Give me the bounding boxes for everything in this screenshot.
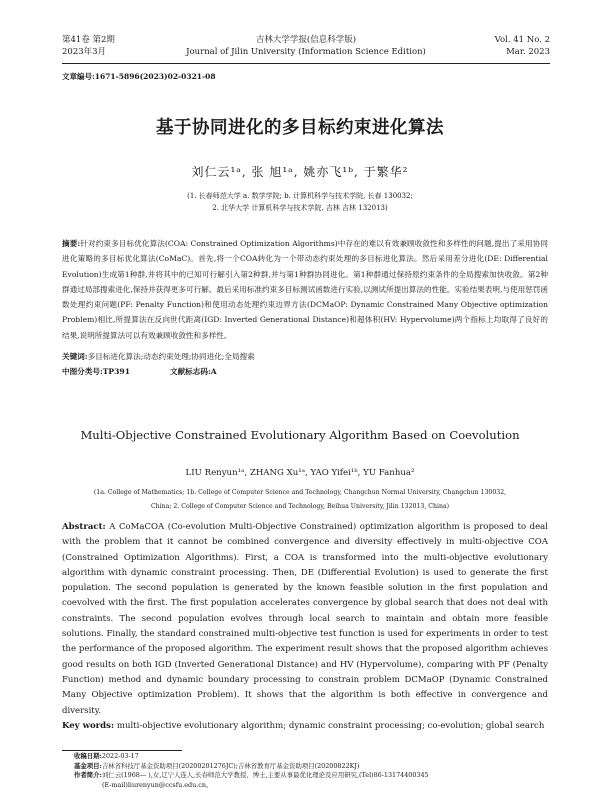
abstract-zh-text: 针对约束多目标优化算法(COA: Constrained Optimization Algorithms)中存在的难以有效兼顾收敛性和多样性的问题,提出了采用协同进化策略的多目标优化算法(CoMaC)。首先,将一个COA转化为一个带动态约束处理的多目标进化算法。然后采用差分进化(DE: Differential Evolution)生成第1种群,并将其中的已知可行解引入第2种群,并与第1种群协同进化。第1种群通过保持原约束条件的全局搜索加快收敛。第2种群通过局部搜索进化,保持并获得更多可行解。最后采用标准约束多目标测试函数进行实验,以测试所提出算法的性能。实验结果表明,与使用惩罚函数处理约束问题(PF: Penalty Function)和使用动态处理约束边界方法(DCMaOP: Dynamic Constrained Many Objective optimization Problem)相比,所提算法在反向世代距离(IGD: Inverted Generational Distance)和超体积(HV: Hypervolume)两个指标上均取得了良好的结果,说明所提算法可以有效兼顾收敛性和多样性。 bbox=[62, 239, 548, 340]
affiliation-zh-line: (1. 长春师范大学 a. 数学学院; b. 计算机科学与技术学院, 长春 130032; bbox=[187, 192, 413, 200]
author-bio-text: 刘仁云(1968— ),女,辽宁人连人,长春师范大学教授、博士,主要从事最优化理论及应用研究,(Tel)86-13174400345 bbox=[101, 771, 429, 780]
author-bio-label: 作者简介: bbox=[74, 771, 102, 780]
affiliation-zh-line: 2. 北华大学 计算机科学与技术学院, 吉林 吉林 132013) bbox=[212, 204, 388, 212]
volume-en: Vol. 41 No. 2 bbox=[494, 35, 550, 45]
date-zh: 2023年3月 bbox=[62, 47, 107, 57]
abstract-zh-label: 摘要: bbox=[62, 239, 81, 248]
footnote-email: (E-mail)liurenyun@ccsfu.edu.cn。 bbox=[102, 780, 213, 789]
footnote-rule bbox=[62, 750, 182, 751]
authors-zh: 刘仁云¹ᵃ, 张 旭¹ᵃ, 姚亦飞¹ᵇ, 于繁华² bbox=[191, 165, 409, 179]
document-code: 文献标志码:A bbox=[169, 367, 217, 376]
journal-zh: 吉林大学学报(信息科学版) bbox=[255, 35, 357, 45]
article-number: 文章编号:1671-5896(2023)02-0321-08 bbox=[62, 72, 216, 81]
volume-zh: 第41卷 第2期 bbox=[62, 35, 115, 45]
abstract-en bbox=[62, 520, 548, 734]
received-label: 收稿日期: bbox=[74, 752, 102, 760]
footnote-author bbox=[74, 771, 548, 781]
header-right bbox=[495, 34, 550, 58]
running-header bbox=[62, 34, 550, 64]
clc-number: 中图分类号:TP391 bbox=[62, 367, 130, 376]
date-en: Mar. 2023 bbox=[506, 47, 550, 57]
affiliation-en-line: (1a. College of Mathematics; 1b. College of Computer Science and Technology, Changchun Normal University, Changchun 130032, bbox=[93, 489, 507, 496]
classification-zh bbox=[62, 366, 257, 377]
received-date: 2022-03-17 bbox=[101, 752, 139, 760]
keywords-zh-text: 多目标进化算法;动态约束处理;协同进化;全局搜索 bbox=[87, 352, 255, 361]
keywords-zh bbox=[62, 351, 255, 362]
footnote-received bbox=[74, 752, 548, 762]
fund-text: 吉林省科技厅基金资助项目(20200201276JC);吉林省教育厅基金资助项目(20200822KJ) bbox=[101, 761, 360, 770]
authors-en: LIU Renyun¹ᵃ, ZHANG Xu¹ᵃ, YAO Yifei¹ᵇ, YU Fanhua² bbox=[185, 468, 415, 478]
footnotes bbox=[74, 752, 548, 790]
abstract-en-label: Abstract: bbox=[62, 522, 106, 532]
title-en: Multi-Objective Constrained Evolutionary Algorithm Based on Coevolution bbox=[80, 428, 520, 442]
keywords-en-text: multi-objective evolutionary algorithm; dynamic constraint processing; co-evolution; global search bbox=[116, 720, 545, 731]
affiliations-en bbox=[70, 486, 530, 514]
abstract-en-text: A CoMaCOA (Co-evolution Multi-Objective Constrained) optimization algorithm is proposed to deal with the problem that it cannot be combined convergence and diversity effectively in multi-objective COA (Constrained Optimization Algorithms). First, a COA is transformed into the multi-objective evolutionary algorithm with dynamic constraint processing. Then, DE (Differential Evolution) is used to generate the first population. The second population is generated by the known feasible solution in the first population and coevolved with the first. The first population accelerates convergence by global search that does not deal with constraints. The second population evolves through local search to maintain and obtain more feasible solutions. Finally, the standard constrained multi-objective test function is used for experiments in order to test the performance of the proposed algorithm. The experiment result shows that the proposed algorithm achieves good results on both IGD (Inverted Generational Distance) and HV (Hypervolume), comparing with PF (Penalty Function) method and dynamic boundary processing to constrain problem DCMaOP (Dynamic Constrained Many Objective optimization Problem). It shows that the algorithm is both effective in convergence and diversity. bbox=[62, 522, 548, 716]
abstract-zh bbox=[62, 236, 548, 343]
journal-en: Journal of Jilin University (Information Science Edition) bbox=[186, 47, 426, 57]
keywords-en-label: Key words: bbox=[62, 720, 115, 731]
footnote-fund bbox=[74, 762, 548, 772]
keywords-zh-label: 关键词: bbox=[62, 352, 88, 361]
affiliations-zh bbox=[0, 190, 600, 214]
header-center bbox=[62, 34, 550, 58]
title-zh: 基于协同进化的多目标约束进化算法 bbox=[156, 118, 444, 138]
header-rule bbox=[62, 63, 550, 64]
affiliation-en-line: China; 2. College of Computer Science and Technology, Beihua University, Jilin 132013, China) bbox=[150, 503, 450, 510]
keywords-en bbox=[62, 719, 548, 734]
fund-label: 基金项目: bbox=[74, 761, 102, 770]
